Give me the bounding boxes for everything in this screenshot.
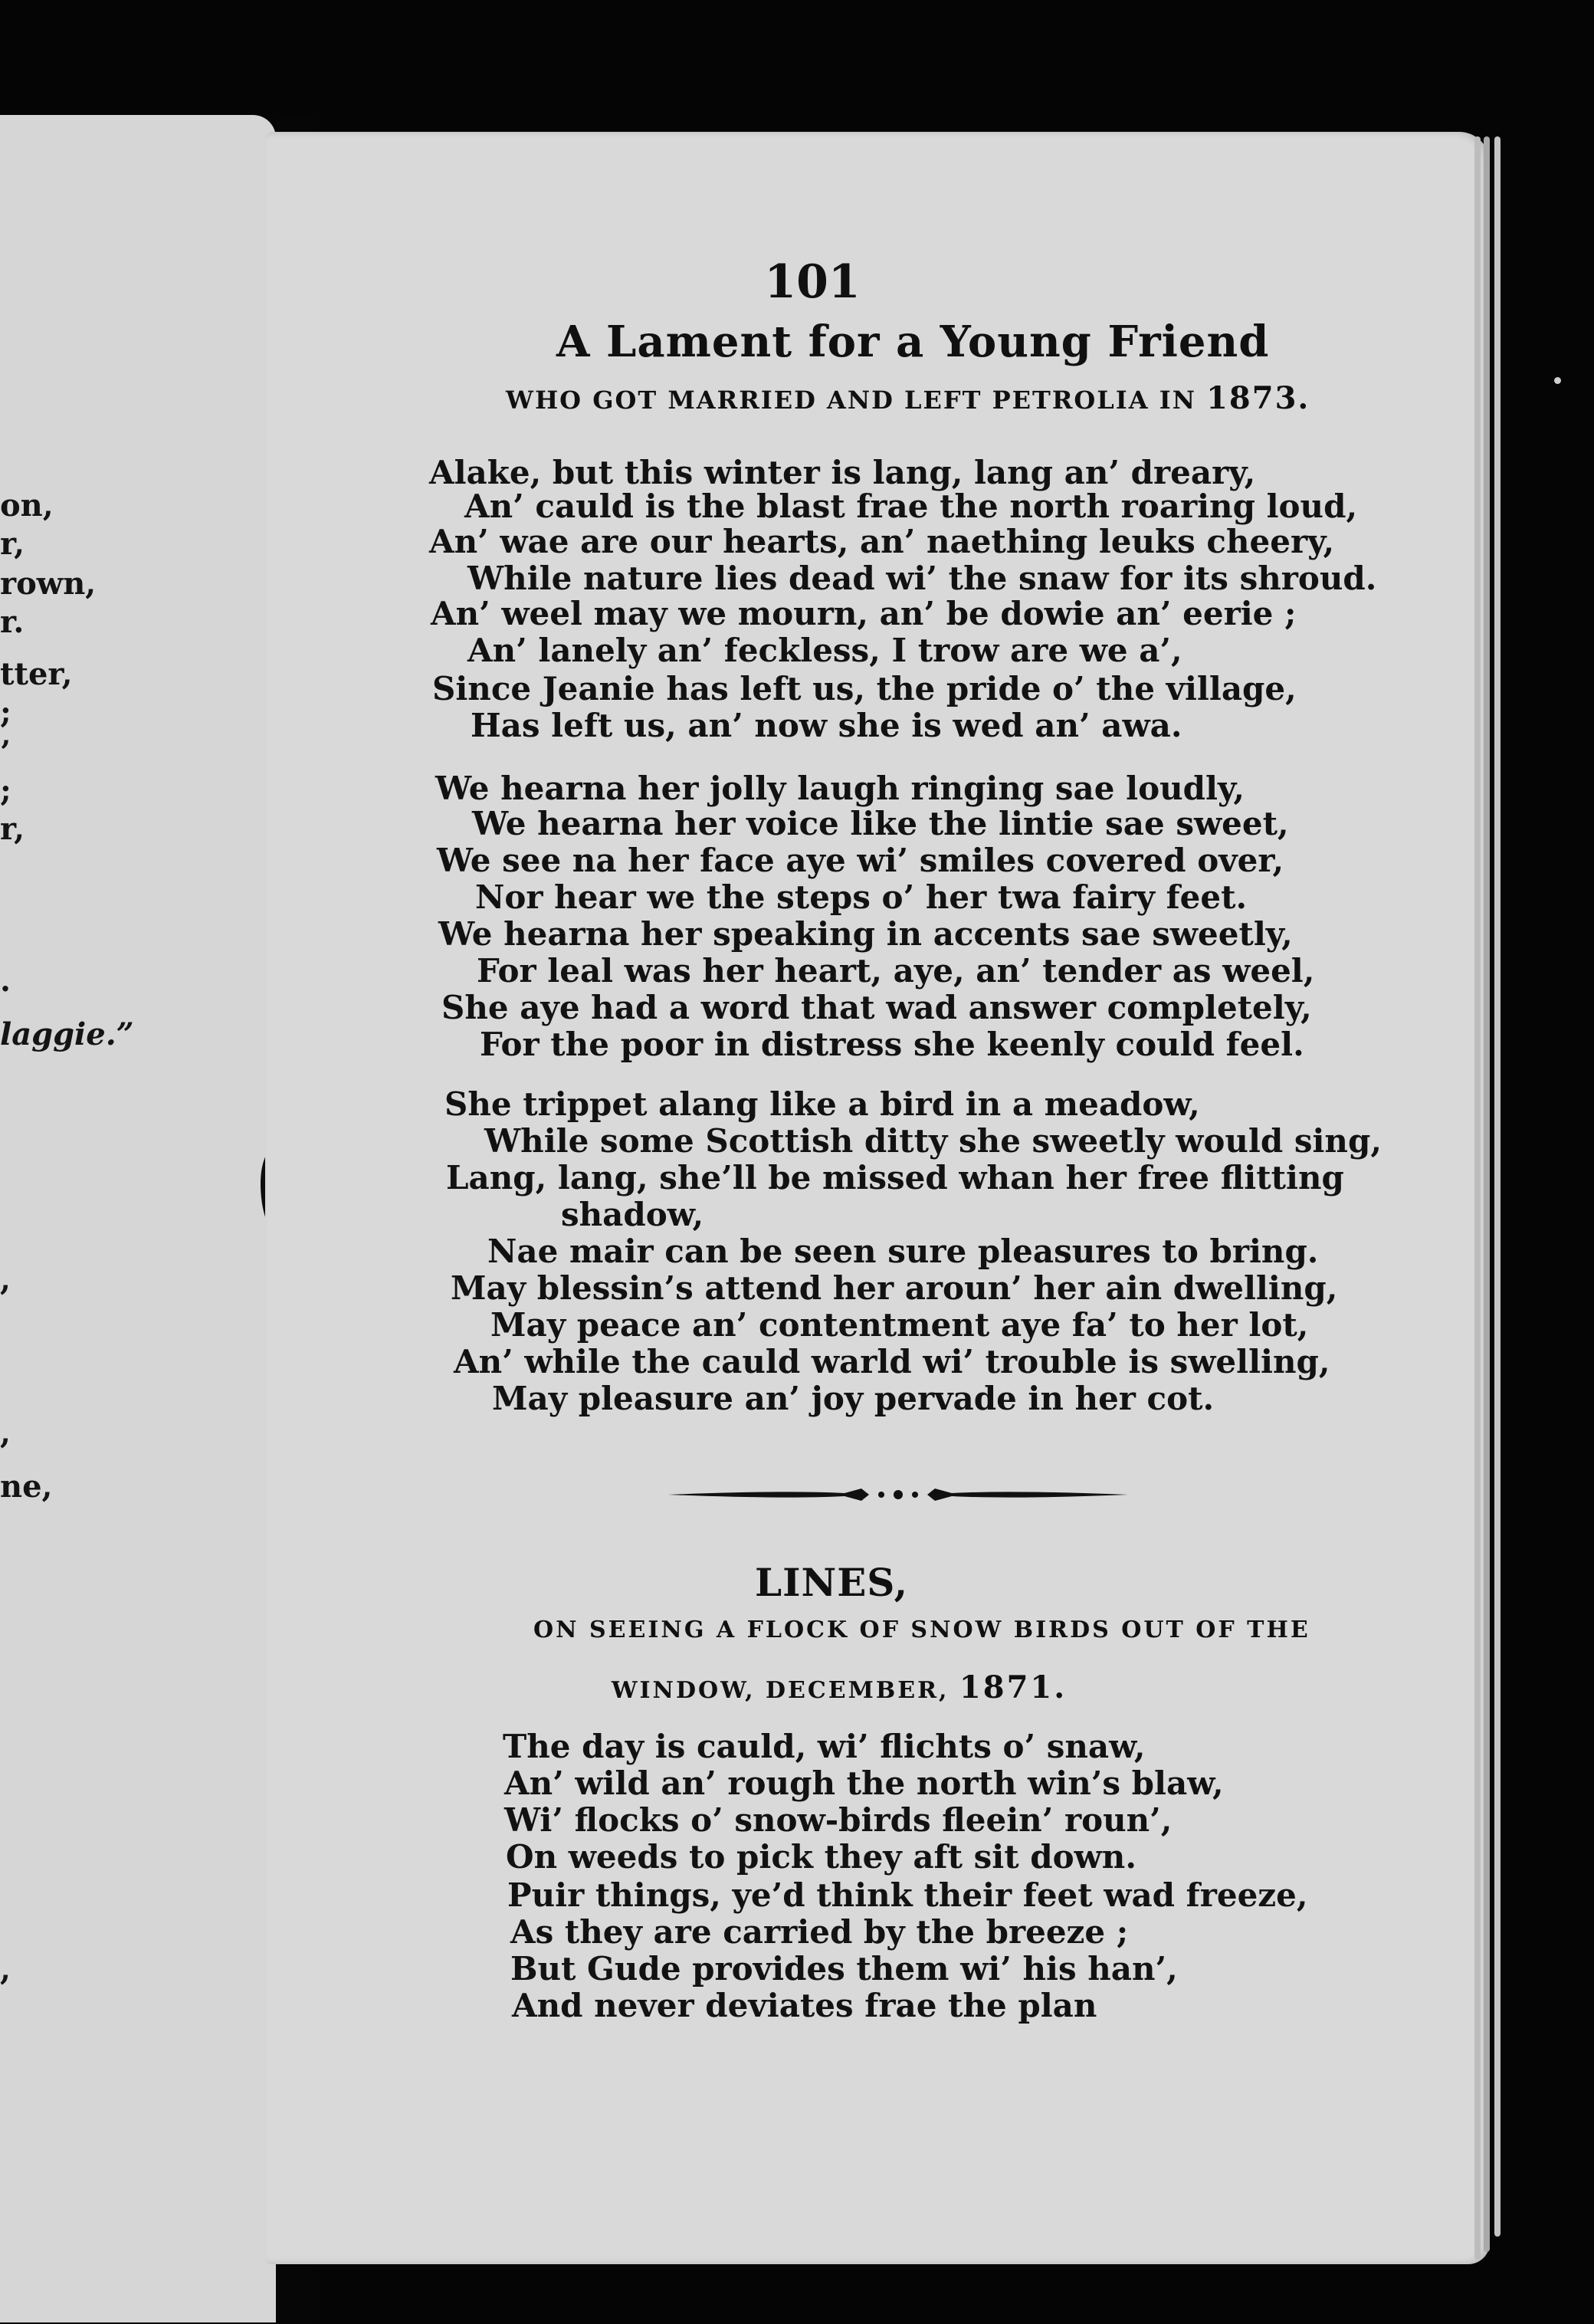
- verse-line: Nor hear we the steps o’ her twa fairy feet.: [475, 878, 1248, 916]
- poem-subtitle-text: WINDOW, DECEMBER,: [611, 1677, 950, 1704]
- left-fragment: rown,: [0, 566, 97, 602]
- verse-line: shadow,: [561, 1196, 704, 1233]
- left-fragment: ;: [0, 694, 11, 730]
- poem-subtitle-year: 1871.: [959, 1669, 1068, 1705]
- poem-title: A Lament for a Young Friend: [556, 317, 1270, 367]
- verse-line: But Gude provides them wi’ his han’,: [510, 1950, 1178, 1988]
- verse-line: The day is cauld, wi’ flichts o’ snaw,: [503, 1728, 1146, 1765]
- previous-page-fragment: [0, 115, 276, 2322]
- verse-line: An’ lanely an’ feckless, I trow are we a’,: [467, 632, 1182, 669]
- left-fragment: on,: [0, 487, 54, 524]
- verse-line: An’ while the cauld warld wi’ trouble is swelling,: [454, 1343, 1330, 1380]
- left-fragment: r.: [0, 604, 25, 640]
- verse-line: Puir things, ye’d think their feet wad freeze,: [507, 1876, 1308, 1914]
- verse-line: Alake, but this winter is lang, lang an’ dreary,: [429, 454, 1256, 491]
- left-fragment: ,: [0, 1415, 11, 1451]
- left-fragment: laggie.”: [0, 1016, 134, 1052]
- poem-subtitle: ON SEEING A FLOCK OF SNOW BIRDS OUT OF THE: [533, 1617, 1310, 1643]
- verse-line: An’ wae are our hearts, an’ naething leuks cheery,: [429, 523, 1335, 560]
- verse-line: She aye had a word that wad answer completely,: [441, 989, 1312, 1026]
- left-fragment: .: [0, 963, 11, 999]
- verse-line: On weeds to pick they aft sit down.: [506, 1838, 1136, 1876]
- poem-subtitle: [506, 380, 1310, 416]
- page-edge: [1484, 136, 1490, 2252]
- ornamental-divider: [668, 1479, 1128, 1510]
- verse-line: We hearna her jolly laugh ringing sae loudly,: [435, 770, 1245, 807]
- verse-line: And never deviates frae the plan: [512, 1987, 1097, 2024]
- verse-line: She trippet alang like a bird in a meadow,: [444, 1085, 1200, 1123]
- verse-line: We hearna her speaking in accents sae sweetly,: [438, 915, 1293, 953]
- poem-subtitle: [0, 1669, 1594, 1705]
- verse-line: An’ cauld is the blast frae the north roaring loud,: [464, 487, 1358, 525]
- verse-line: May blessin’s attend her aroun’ her ain dwelling,: [451, 1269, 1338, 1307]
- verse-line: Wi’ flocks o’ snow-birds fleein’ roun’,: [504, 1801, 1173, 1839]
- page-edge: [1494, 136, 1501, 2237]
- left-fragment: r,: [0, 526, 25, 562]
- left-fragment: ,: [0, 1951, 11, 1988]
- poem-title: LINES,: [754, 1560, 909, 1605]
- left-fragment: r,: [0, 811, 25, 847]
- verse-line: We see na her face aye wi’ smiles covered over,: [437, 842, 1284, 879]
- verse-line: We hearna her voice like the lintie sae sweet,: [472, 805, 1289, 842]
- verse-line: For leal was her heart, aye, an’ tender as weel,: [477, 952, 1315, 990]
- left-fragment: ,: [0, 1262, 11, 1298]
- left-fragment: tter,: [0, 656, 73, 692]
- verse-line: Since Jeanie has left us, the pride o’ the village,: [432, 670, 1297, 707]
- poem-subtitle-year: 1873.: [1206, 380, 1310, 416]
- verse-line: Has left us, an’ now she is wed an’ awa.: [471, 707, 1182, 744]
- verse-line: While nature lies dead wi’ the snaw for its shroud.: [467, 560, 1377, 597]
- poem-subtitle-text: WHO GOT MARRIED AND LEFT PETROLIA IN: [506, 386, 1196, 415]
- verse-line: For the poor in distress she keenly could feel.: [480, 1026, 1304, 1063]
- verse-line: May peace an’ contentment aye fa’ to her lot,: [490, 1306, 1309, 1344]
- verse-line: As they are carried by the breeze ;: [510, 1913, 1129, 1951]
- verse-line: An’ wild an’ rough the north win’s blaw,: [504, 1764, 1224, 1802]
- page-edge: [1474, 136, 1481, 2260]
- verse-line: An’ weel may we mourn, an’ be dowie an’ eerie ;: [431, 595, 1297, 632]
- verse-line: May pleasure an’ joy pervade in her cot.: [492, 1380, 1215, 1417]
- left-fragment: ;: [0, 773, 11, 809]
- verse-line: Lang, lang, she’ll be missed whan her free flitting: [446, 1159, 1344, 1196]
- left-fragment: ne,: [0, 1469, 53, 1505]
- page-number: 101: [764, 255, 861, 309]
- stray-mark: [1554, 377, 1561, 384]
- verse-line: Nae mair can be seen sure pleasures to bring.: [487, 1233, 1319, 1270]
- left-fragment: ’: [0, 734, 11, 770]
- verse-line: While some Scottish ditty she sweetly would sing,: [484, 1122, 1382, 1160]
